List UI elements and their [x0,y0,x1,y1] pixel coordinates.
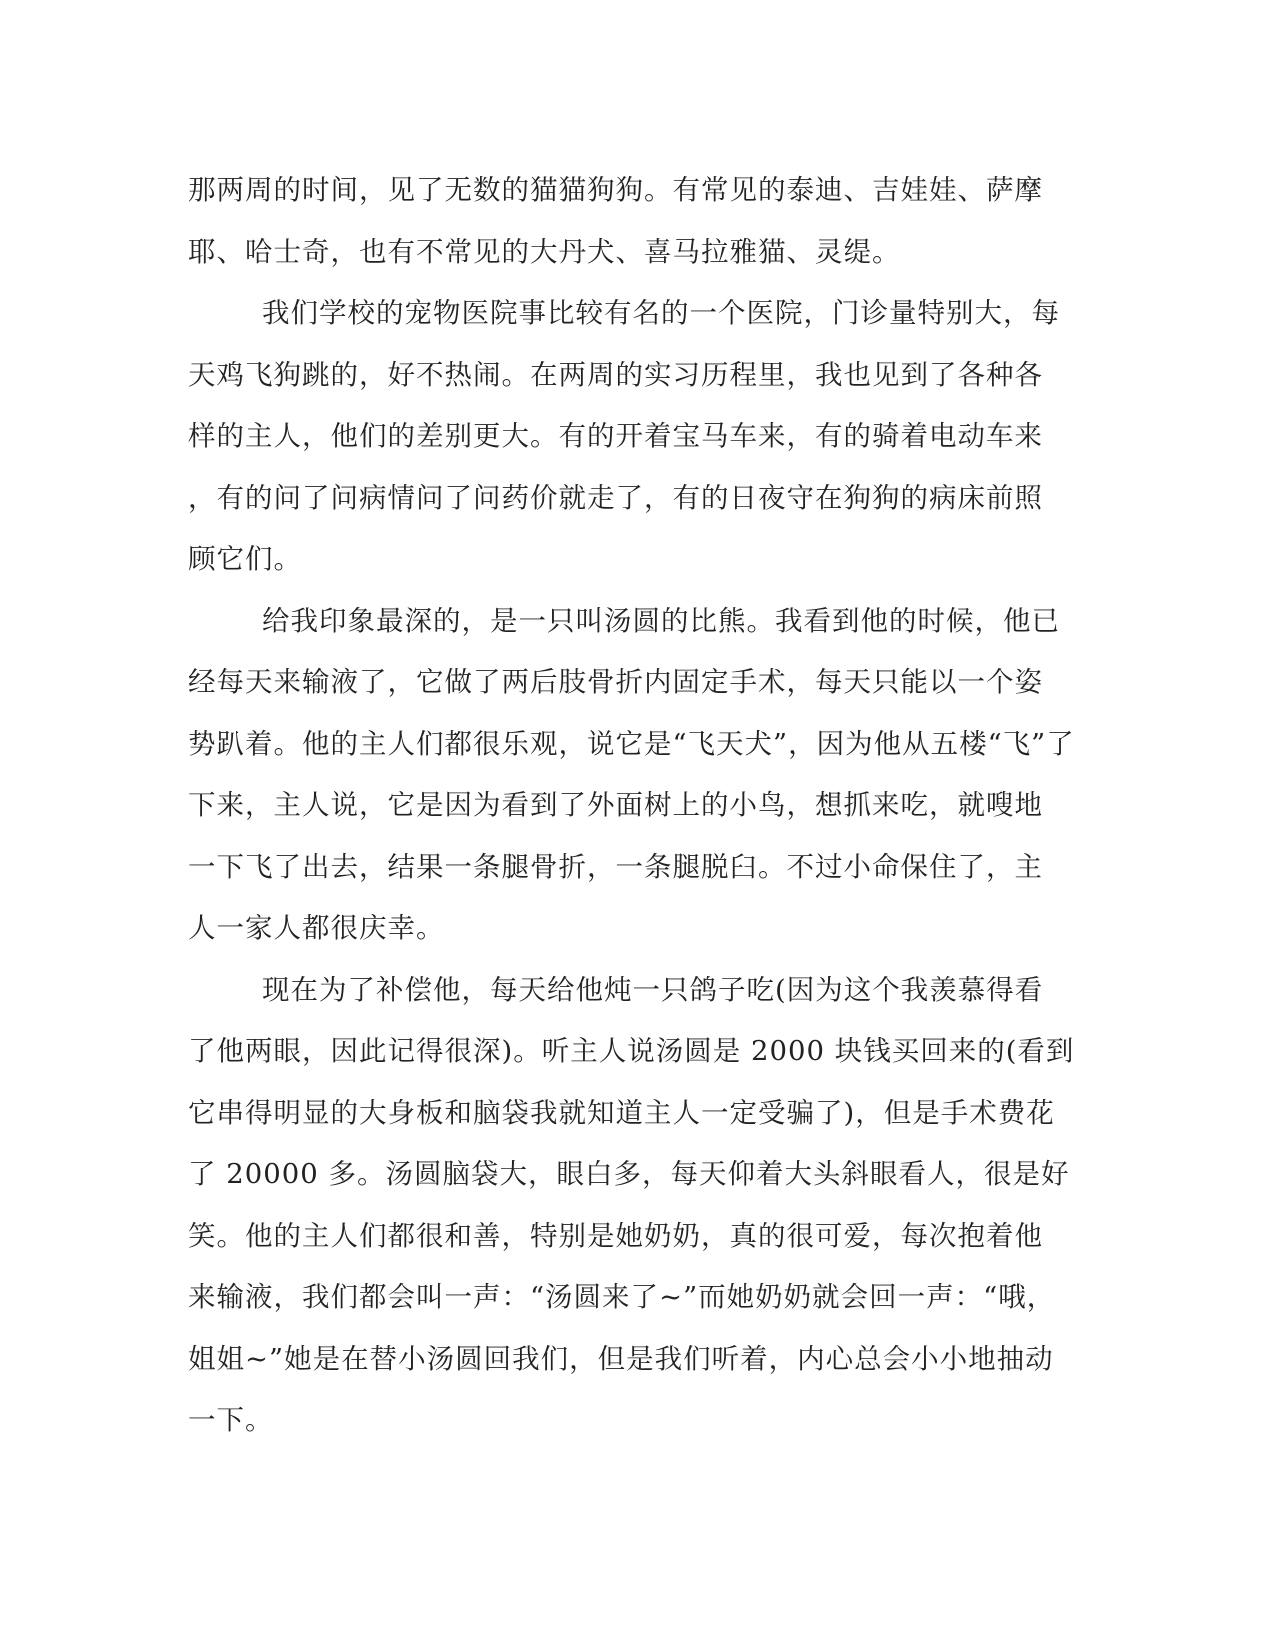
text-line: 样的主人，他们的差别更大。有的开着宝马车来，有的骑着电动车来 [188,420,1043,452]
text-line: 一下。 [188,1404,274,1436]
text-line: 了 20000 多。汤圆脑袋大，眼白多，每天仰着大头斜眼看人，很是好 [188,1158,1070,1190]
text-line: 来输液，我们都会叫一声：“汤圆来了~”而她奶奶就会回一声：“哦， [188,1281,1056,1313]
text-line: 下来，主人说，它是因为看到了外面树上的小鸟，想抓来吃，就嗖地 [188,789,1043,821]
text-line: 人一家人都很庆幸。 [188,912,445,944]
text-line: 笑。他的主人们都很和善，特别是她奶奶，真的很可爱，每次抱着他 [188,1219,1043,1252]
document-body [188,160,1088,1452]
paragraph-start-line: 现在为了补偿他，每天给他炖一只鸽子吃(因为这个我羡慕得看 [262,973,1044,1006]
text-line: 那两周的时间，见了无数的猫猫狗狗。有常见的泰迪、吉娃娃、萨摩 [188,174,1043,206]
paragraph-start-line: 给我印象最深的，是一只叫汤圆的比熊。我看到他的时候，他已 [262,604,1060,637]
paragraph-start-line: 我们学校的宠物医院事比较有名的一个医院，门诊量特别大，每 [262,297,1060,329]
text-line: 姐姐~”她是在替小汤圆回我们，但是我们听着，内心总会小小地抽动 [188,1342,1054,1375]
text-line: 耶、哈士奇，也有不常见的大丹犬、喜马拉雅猫、灵缇。 [188,235,901,268]
text-line: 了他两眼，因此记得很深)。听主人说汤圆是 2000 块钱买回来的(看到 [188,1035,1075,1067]
text-line: 它串得明显的大身板和脑袋我就知道主人一定受骗了)，但是手术费花 [188,1096,1055,1129]
text-line: ，有的问了问病情问了问药价就走了，有的日夜守在狗狗的病床前照 [188,481,1043,514]
text-line: 顾它们。 [188,543,302,575]
text-line: 经每天来输液了，它做了两后肢骨折内固定手术，每天只能以一个姿 [188,666,1043,698]
text-line: 一下飞了出去，结果一条腿骨折，一条腿脱臼。不过小命保住了，主 [188,850,1043,883]
text-line: 势趴着。他的主人们都很乐观，说它是“飞天犬”，因为他从五楼“飞”了 [188,727,1075,760]
text-line: 天鸡飞狗跳的，好不热闹。在两周的实习历程里，我也见到了各种各 [188,358,1043,391]
